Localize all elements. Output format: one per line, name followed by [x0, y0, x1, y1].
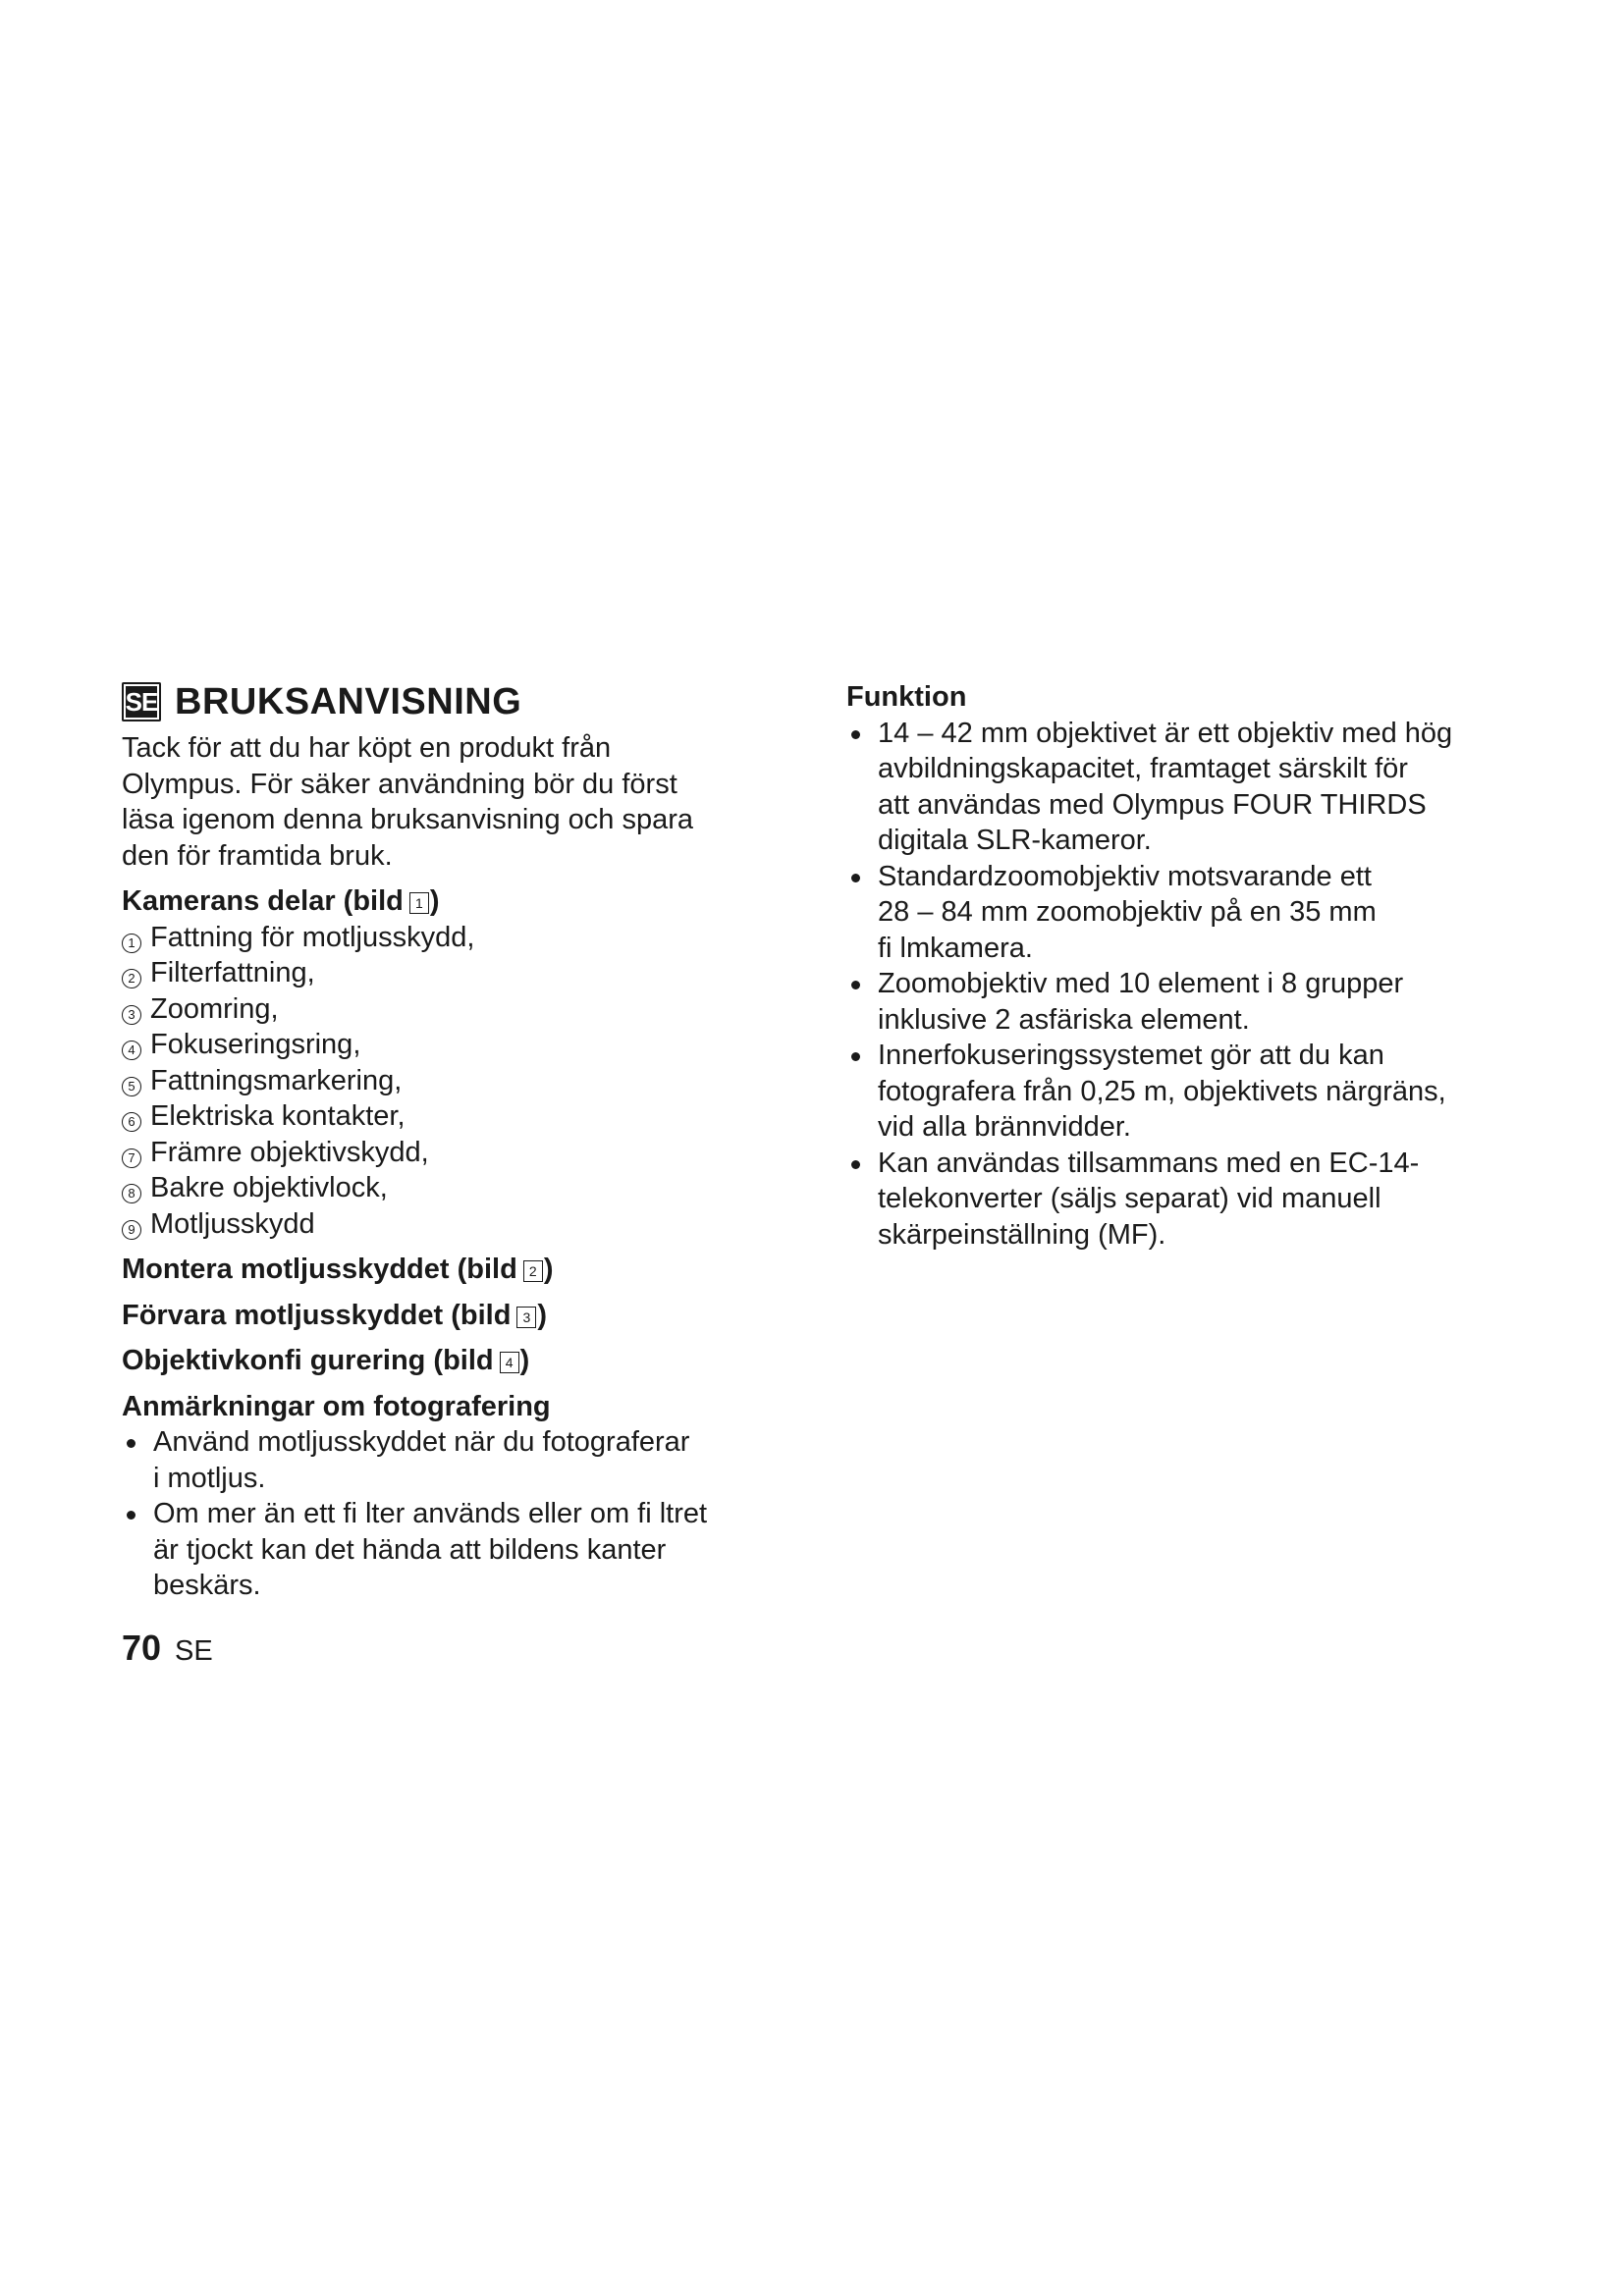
list-item: 5 Fattningsmarkering,	[122, 1063, 789, 1099]
title-row	[122, 679, 789, 724]
document-title: BRUKSANVISNING	[175, 680, 522, 722]
page-language: SE	[175, 1635, 213, 1667]
heading-lens-config: Objektivkonfi gurering (bild 4 )	[122, 1345, 530, 1376]
circled-number: 4	[122, 1041, 141, 1060]
heading-mount-hood: Montera motljusskyddet (bild 2 )	[122, 1254, 554, 1285]
page-footer	[122, 1628, 213, 1669]
list-item: Innerfokuseringssystemet gör att du kan fotografera från 0,25 m, objektivets närgräns, vid alla brännvidder.	[846, 1038, 1534, 1146]
list-item: Om mer än ett fi lter används eller om fi ltret är tjockt kan det hända att bildens kanter beskärs.	[122, 1496, 789, 1604]
notes-list	[122, 1424, 789, 1604]
function-list	[846, 716, 1534, 1254]
intro-line: Tack för att du har köpt en produkt från	[122, 732, 612, 764]
intro-line: den för framtida bruk.	[122, 839, 393, 872]
circled-number: 3	[122, 1005, 141, 1025]
figure-ref-3: 3	[516, 1307, 536, 1328]
list-item: 3 Zoomring,	[122, 991, 789, 1028]
heading-shooting-notes: Anmärkningar om fotografering	[122, 1390, 551, 1422]
list-item: 4 Fokuseringsring,	[122, 1027, 789, 1063]
heading-camera-parts: Kamerans delar (bild 1 )	[122, 885, 440, 917]
page-number: 70	[122, 1628, 162, 1668]
heading-store-hood: Förvara motljusskyddet (bild 3 )	[122, 1299, 548, 1331]
list-item: Kan användas tillsammans med en EC-14- telekonverter (säljs separat) vid manuell skärpeinställning (MF).	[846, 1146, 1534, 1254]
language-badge-se: SE	[122, 682, 161, 721]
circled-number: 7	[122, 1148, 141, 1168]
list-item: Använd motljusskyddet när du fotograferar i motljus.	[122, 1424, 789, 1496]
figure-ref-4: 4	[500, 1352, 519, 1373]
figure-ref-2: 2	[523, 1260, 543, 1282]
list-item: 8 Bakre objektivlock,	[122, 1170, 789, 1206]
left-column	[122, 679, 789, 1604]
intro-line: läsa igenom denna bruksanvisning och spara	[122, 804, 693, 835]
intro-paragraph	[122, 730, 789, 874]
right-column	[846, 679, 1534, 1253]
circled-number: 8	[122, 1184, 141, 1203]
circled-number: 9	[122, 1220, 141, 1240]
list-item: 1 Fattning för motljusskydd,	[122, 920, 789, 956]
list-item: 7 Främre objektivskydd,	[122, 1135, 789, 1171]
list-item: 2 Filterfattning,	[122, 955, 789, 991]
list-item: Standardzoomobjektiv motsvarande ett 28 – 84 mm zoomobjektiv på en 35 mm fi lmkamera.	[846, 859, 1534, 967]
figure-ref-1: 1	[409, 892, 429, 914]
list-item: 6 Elektriska kontakter,	[122, 1098, 789, 1135]
parts-list	[122, 920, 789, 1243]
list-item: Zoomobjektiv med 10 element i 8 grupper inklusive 2 asfäriska element.	[846, 966, 1534, 1038]
circled-number: 2	[122, 969, 141, 988]
circled-number: 1	[122, 934, 141, 953]
circled-number: 6	[122, 1112, 141, 1132]
list-item: 14 – 42 mm objektivet är ett objektiv med hög avbildningskapacitet, framtaget särskilt för att användas med Olympus FOUR THIRDS digitala SLR-kameror.	[846, 716, 1534, 859]
circled-number: 5	[122, 1077, 141, 1096]
intro-line: Olympus. För säker användning bör du först	[122, 768, 677, 800]
heading-function: Funktion	[846, 681, 967, 713]
list-item: 9 Motljusskydd	[122, 1206, 789, 1243]
